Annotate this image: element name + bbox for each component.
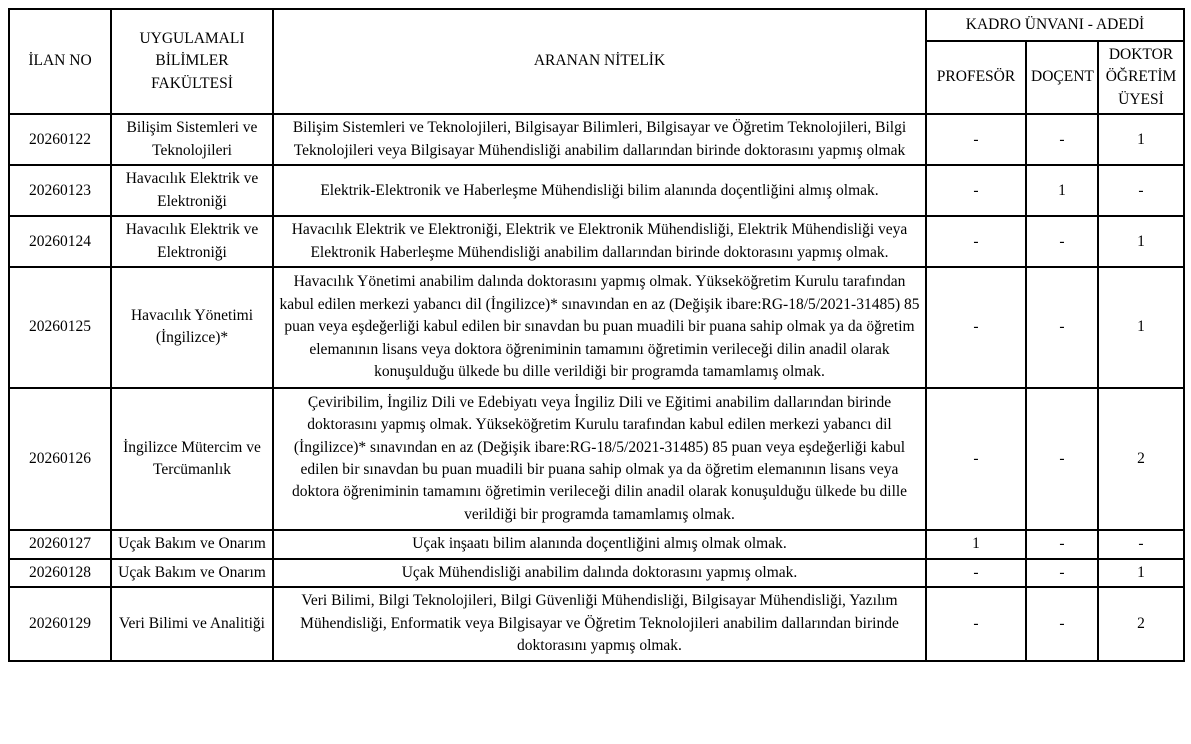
doktor-count-cell: 2 [1098, 388, 1184, 531]
docent-count-cell: - [1026, 114, 1098, 165]
ilan-no-cell: 20260125 [9, 267, 111, 387]
table-row [9, 530, 1184, 558]
faculty-cell: İngilizce Mütercim ve Tercümanlık [111, 388, 273, 531]
ilan-no-cell: 20260123 [9, 165, 111, 216]
doktor-count-cell: 2 [1098, 587, 1184, 660]
docent-count-cell: - [1026, 587, 1098, 660]
qualification-cell: Bilişim Sistemleri ve Teknolojileri, Bilgisayar Bilimleri, Bilgisayar ve Öğretim Teknolojileri, Bilgi Teknolojileri veya Bilgisayar Mühendisliği anabilim dallarından birinde doktorasını yapmış olmak [273, 114, 926, 165]
faculty-cell: Havacılık Yönetimi (İngilizce)* [111, 267, 273, 387]
header-fakulte: UYGULAMALI BİLİMLER FAKÜLTESİ [111, 9, 273, 114]
header-ilan-no: İLAN NO [9, 9, 111, 114]
qualification-cell: Havacılık Elektrik ve Elektroniği, Elektrik ve Elektronik Mühendisliği, Elektrik Mühendisliği veya Elektronik Haberleşme Mühendisliği anabilim dallarından birinde doktorasını yapmış olmak. [273, 216, 926, 267]
faculty-cell: Uçak Bakım ve Onarım [111, 559, 273, 587]
qualification-cell: Uçak inşaatı bilim alanında doçentliğini almış olmak olmak. [273, 530, 926, 558]
qualification-cell: Elektrik-Elektronik ve Haberleşme Mühendisliği bilim alanında doçentliğini almış olmak. [273, 165, 926, 216]
faculty-cell: Bilişim Sistemleri ve Teknolojileri [111, 114, 273, 165]
qualification-cell: Çeviribilim, İngiliz Dili ve Edebiyatı veya İngiliz Dili ve Eğitimi anabilim dallarından birinde doktorasını yapmış olmak. Yükseköğretim Kurulu tarafından kabul edilen merkezi yabancı dil (İngilizce)* sınavından en az (Değişik ibare:RG-18/5/2021-31485) 85 puan veya eşdeğerliği kabul edilen bir sınavdan bu puan muadili bir puana sahip olmak ya da öğretim elemanının lisans veya doktora öğreniminin tamamını öğretimin verileceği dilin anadil olarak konuşulduğu ülkede bu dille verildiği bir programda tamamlamış olmak. [273, 388, 926, 531]
profesor-count-cell: - [926, 267, 1026, 387]
docent-count-cell: - [1026, 388, 1098, 531]
qualification-cell: Veri Bilimi, Bilgi Teknolojileri, Bilgi Güvenliği Mühendisliği, Bilgisayar Mühendisliği, Yazılım Mühendisliği, Enformatik veya Bilgisayar ve Öğretim Teknolojileri anabilim dallarından birinde doktorasını yapmış olmak. [273, 587, 926, 660]
header-docent: DOÇENT [1026, 41, 1098, 114]
header-doktor: DOKTOR ÖĞRETİM ÜYESİ [1098, 41, 1184, 114]
doktor-count-cell: 1 [1098, 559, 1184, 587]
table-row [9, 267, 1184, 387]
header-nitelik: ARANAN NİTELİK [273, 9, 926, 114]
faculty-cell: Havacılık Elektrik ve Elektroniği [111, 216, 273, 267]
ilan-no-cell: 20260129 [9, 587, 111, 660]
table-row [9, 587, 1184, 660]
ilan-no-cell: 20260122 [9, 114, 111, 165]
doktor-count-cell: 1 [1098, 114, 1184, 165]
header-row-top [9, 9, 1184, 41]
doktor-count-cell: 1 [1098, 267, 1184, 387]
docent-count-cell: - [1026, 216, 1098, 267]
qualification-cell: Uçak Mühendisliği anabilim dalında doktorasını yapmış olmak. [273, 559, 926, 587]
job-postings-table [8, 8, 1185, 662]
table-row [9, 559, 1184, 587]
ilan-no-cell: 20260127 [9, 530, 111, 558]
profesor-count-cell: - [926, 388, 1026, 531]
ilan-no-cell: 20260128 [9, 559, 111, 587]
faculty-cell: Uçak Bakım ve Onarım [111, 530, 273, 558]
table-row [9, 388, 1184, 531]
docent-count-cell: - [1026, 559, 1098, 587]
docent-count-cell: 1 [1026, 165, 1098, 216]
table-row [9, 216, 1184, 267]
ilan-no-cell: 20260126 [9, 388, 111, 531]
docent-count-cell: - [1026, 267, 1098, 387]
faculty-cell: Veri Bilimi ve Analitiği [111, 587, 273, 660]
qualification-cell: Havacılık Yönetimi anabilim dalında doktorasını yapmış olmak. Yükseköğretim Kurulu tarafından kabul edilen merkezi yabancı dil (İngilizce)* sınavından en az (Değişik ibare:RG-18/5/2021-31485) 85 puan veya eşdeğerliği kabul edilen bir sınavdan bu puan muadili bir puana sahip olmak ya da öğretim elemanının lisans veya doktora öğreniminin tamamını öğretimin verileceği dilin anadil olarak konuşulduğu ülkede bu dille verildiği bir programda tamamlamış olmak. [273, 267, 926, 387]
table-row [9, 114, 1184, 165]
profesor-count-cell: - [926, 165, 1026, 216]
ilan-no-cell: 20260124 [9, 216, 111, 267]
profesor-count-cell: - [926, 114, 1026, 165]
header-kadro-group: KADRO ÜNVANI - ADEDİ [926, 9, 1184, 41]
doktor-count-cell: 1 [1098, 216, 1184, 267]
profesor-count-cell: - [926, 216, 1026, 267]
faculty-cell: Havacılık Elektrik ve Elektroniği [111, 165, 273, 216]
profesor-count-cell: - [926, 587, 1026, 660]
doktor-count-cell: - [1098, 165, 1184, 216]
table-row [9, 165, 1184, 216]
docent-count-cell: - [1026, 530, 1098, 558]
profesor-count-cell: 1 [926, 530, 1026, 558]
header-profesor: PROFESÖR [926, 41, 1026, 114]
profesor-count-cell: - [926, 559, 1026, 587]
doktor-count-cell: - [1098, 530, 1184, 558]
